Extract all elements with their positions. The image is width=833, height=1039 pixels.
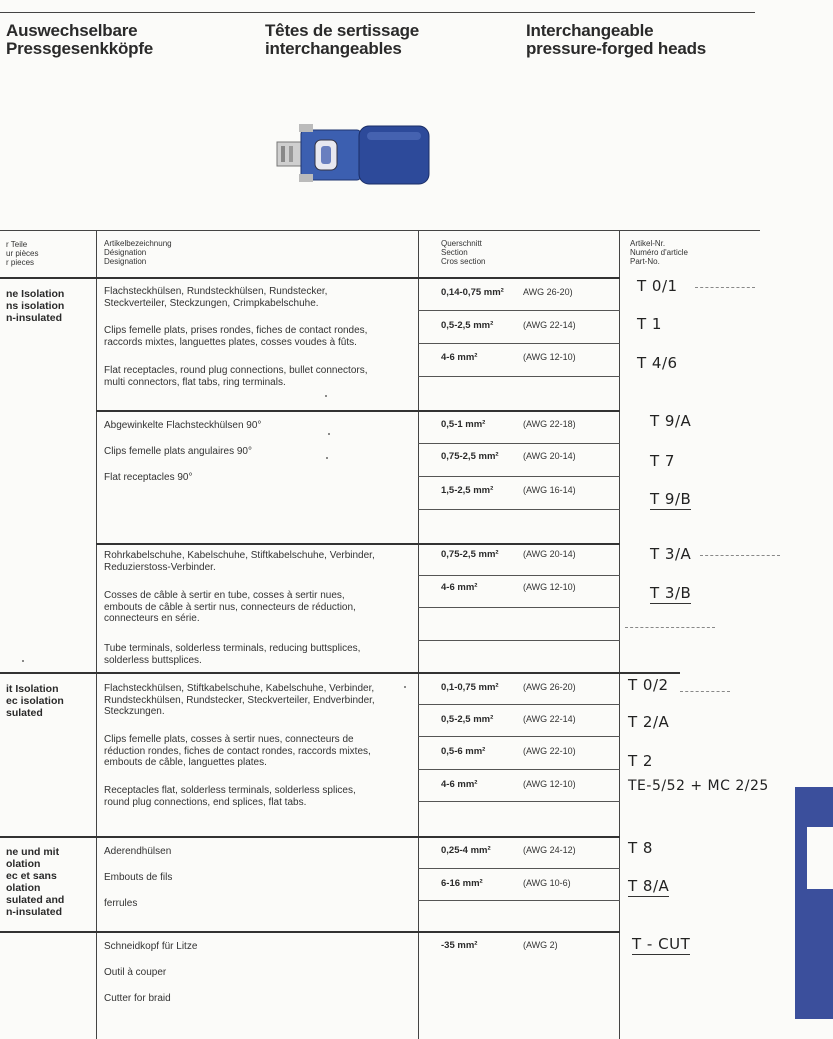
section-value: 4-6 mm² (441, 352, 478, 363)
awg-value: (AWG 22-14) (523, 320, 576, 330)
title-english (526, 22, 706, 58)
section-value: 6-16 mm² (441, 878, 483, 889)
designation-line: réduction rondes, fiches de contact rondes, raccords mixtes, (104, 745, 371, 757)
part-number: T 4/6 (637, 354, 678, 372)
section-value: 0,75-2,5 mm² (441, 549, 499, 560)
part-number: T 0/2 (628, 676, 669, 694)
part-number: T 2 (628, 752, 653, 770)
designation-line: Steckverteiler, Steckzungen, Crimpkabelschuhe. (104, 297, 319, 309)
awg-value: (AWG 22-10) (523, 746, 576, 756)
designation-de: Aderendhülsen (104, 846, 172, 857)
row-rule (418, 868, 620, 869)
designation-line: Clips femelle plats, cosses à sertir nues, connecteurs de (104, 734, 354, 745)
title-english-line-1: Interchangeable (526, 21, 654, 40)
row-rule (418, 769, 620, 770)
group-label-line: sulated and (6, 894, 65, 906)
group-label-line: n-insulated (6, 906, 63, 918)
part-number: T 9/B (650, 490, 692, 508)
designation-fr (104, 734, 371, 769)
group-label-insulated (6, 683, 64, 719)
designation-line: Steckzungen. (104, 706, 165, 717)
designation-en (104, 785, 356, 808)
part-number: TE-5/52 + MC 2/25 (628, 778, 769, 794)
group-label-line: n-insulated (6, 312, 63, 324)
designation-line: Reduzierstoss-Verbinder. (104, 561, 216, 573)
col-header-designation-2: Désignation (104, 248, 147, 257)
scan-speck (404, 686, 406, 688)
row-rule (418, 801, 620, 802)
col-header-group-3: r pieces (6, 258, 35, 267)
row-rule (418, 607, 620, 608)
awg-value: (AWG 12-10) (523, 582, 576, 592)
section-value: 0,14-0,75 mm² (441, 287, 504, 298)
designation-de: Schneidkopf für Litze (104, 941, 198, 952)
column-divider-part (619, 230, 620, 1039)
designation-fr: Embouts de fils (104, 872, 173, 883)
designation-line: raccords mixtes, languettes plates, cosses voudes à fûts. (104, 336, 357, 348)
group-label-line: ne Isolation (6, 288, 65, 300)
designation-fr (104, 590, 356, 625)
row-rule (418, 900, 620, 901)
awg-value: (AWG 22-18) (523, 419, 576, 429)
part-number: T 9/A (650, 412, 692, 430)
group-label-line: sulated (6, 707, 43, 719)
col-header-part-1: Artikel-Nr. (630, 239, 666, 248)
row-rule (418, 343, 620, 344)
designation-en (104, 643, 360, 666)
awg-value: (AWG 12-10) (523, 779, 576, 789)
crimp-head-image (275, 118, 435, 190)
designation-de: Abgewinkelte Flachsteckhülsen 90° (104, 420, 262, 431)
designation-line: Flat receptacles, round plug connections, bullet connectors, (104, 365, 368, 376)
designation-line: Rundsteckhülsen, Rundstecker, Steckverteiler, Endverbinder, (104, 694, 375, 706)
designation-fr: Outil à couper (104, 967, 167, 978)
group-label-line: ns isolation (6, 300, 65, 312)
col-header-group-2: ur pièces (6, 249, 39, 258)
part-number: T - CUT (632, 935, 691, 953)
dashed-mark (680, 691, 730, 692)
title-german-line-2: Pressgesenkköpfe (6, 39, 154, 58)
group-label-mixed (6, 846, 64, 918)
block-rule-4 (0, 672, 680, 674)
designation-de (104, 286, 327, 309)
designation-en: Flat receptacles 90° (104, 472, 193, 483)
title-french-line-2: interchangeables (265, 39, 402, 58)
scan-speck (22, 660, 24, 662)
col-header-designation-1: Artikelbezeichnung (104, 239, 172, 248)
designation-line: Flachsteckhülsen, Rundsteckhülsen, Rundstecker, (104, 286, 328, 297)
group-label-non-insulated (6, 288, 64, 324)
designation-fr (104, 325, 367, 348)
row-rule (418, 509, 620, 510)
designation-line: Flachsteckhülsen, Stiftkabelschuhe, Kabelschuhe, Verbinder, (104, 683, 375, 694)
section-value: 0,5-2,5 mm² (441, 320, 494, 331)
col-header-designation-3: Designation (104, 257, 147, 266)
part-number: T 7 (650, 452, 675, 470)
title-french (265, 22, 419, 58)
group-label-line: olation (6, 882, 41, 894)
designation-line: embouts de câble, languettes plates. (104, 757, 267, 768)
block-rule-2 (96, 410, 620, 412)
designation-line: Tube terminals, solderless terminals, reducing buttsplices, (104, 643, 361, 654)
group-label-line: olation (6, 858, 41, 870)
group-label-line: it Isolation (6, 683, 59, 695)
designation-en (104, 365, 368, 388)
designation-line: round plug connections, end splices, flat tabs. (104, 796, 307, 808)
part-number: T 8 (628, 839, 653, 857)
awg-value: (AWG 16-14) (523, 485, 576, 495)
part-number: T 8/A (628, 877, 670, 895)
awg-value: (AWG 12-10) (523, 352, 576, 362)
designation-de (104, 683, 375, 718)
section-value: 1,5-2,5 mm² (441, 485, 494, 496)
scan-speck (325, 395, 327, 397)
title-german-line-1: Auswechselbare (6, 21, 138, 40)
section-value: -35 mm² (441, 940, 478, 951)
designation-line: Clips femelle plats, prises rondes, fiches de contact rondes, (104, 325, 368, 336)
awg-value: (AWG 20-14) (523, 549, 576, 559)
col-header-group-1: r Teile (6, 240, 28, 249)
awg-value: (AWG 24-12) (523, 845, 576, 855)
designation-line: Rohrkabelschuhe, Kabelschuhe, Stiftkabelschuhe, Verbinder, (104, 550, 375, 561)
row-rule (418, 376, 620, 377)
title-german (6, 22, 153, 58)
designation-line: solderless buttsplices. (104, 654, 202, 666)
designation-line: Receptacles flat, solderless terminals, solderless splices, (104, 785, 356, 796)
designation-line: connecteurs en série. (104, 613, 200, 624)
row-rule (418, 443, 620, 444)
part-number: T 1 (637, 315, 662, 333)
col-header-designation (104, 239, 172, 266)
row-rule (418, 575, 620, 576)
section-value: 4-6 mm² (441, 582, 478, 593)
awg-value: AWG 26-20) (523, 287, 573, 297)
designation-de (104, 550, 375, 573)
header-rule (0, 230, 760, 231)
awg-value: (AWG 10-6) (523, 878, 571, 888)
designation-en: ferrules (104, 898, 138, 909)
awg-value: (AWG 22-14) (523, 714, 576, 724)
block-rule-1 (0, 277, 620, 279)
designation-line: Cosses de câble à sertir en tube, cosses à sertir nues, (104, 590, 345, 601)
group-label-line: ne und mit (6, 846, 60, 858)
part-number: T 3/B (650, 584, 692, 602)
block-rule-5 (0, 836, 620, 838)
blue-side-bar (795, 787, 833, 1019)
col-header-section-2: Section (441, 248, 468, 257)
row-rule (418, 736, 620, 737)
section-value: 0,1-0,75 mm² (441, 682, 499, 693)
col-header-section-1: Querschnitt (441, 239, 482, 248)
col-header-part (630, 239, 688, 266)
column-divider-section (418, 230, 419, 1039)
section-value: 0,5-6 mm² (441, 746, 486, 757)
designation-line: embouts de câble à sertir nus, connecteurs de réduction, (104, 601, 356, 613)
col-header-section (441, 239, 485, 266)
part-number: T 0/1 (637, 277, 678, 295)
section-value: 0,75-2,5 mm² (441, 451, 499, 462)
scan-speck (326, 457, 328, 459)
section-value: 0,5-2,5 mm² (441, 714, 494, 725)
dashed-mark (625, 627, 715, 628)
block-rule-3 (96, 543, 620, 545)
awg-value: (AWG 26-20) (523, 682, 576, 692)
col-header-part-3: Part-No. (630, 257, 660, 266)
part-number: T 2/A (628, 713, 670, 731)
section-value: 0,5-1 mm² (441, 419, 486, 430)
row-rule (418, 476, 620, 477)
col-header-group (6, 240, 38, 267)
awg-value: (AWG 2) (523, 940, 558, 950)
title-english-line-2: pressure-forged heads (526, 39, 707, 58)
group-label-line: ec et sans (6, 870, 57, 882)
row-rule (418, 310, 620, 311)
col-header-part-2: Numéro d'article (630, 248, 688, 257)
block-rule-6 (0, 931, 620, 933)
row-rule (418, 704, 620, 705)
part-number: T 3/A (650, 545, 692, 563)
dashed-mark (700, 555, 780, 556)
group-label-line: ec isolation (6, 695, 64, 707)
title-french-line-1: Têtes de sertissage (265, 21, 420, 40)
section-value: 0,25-4 mm² (441, 845, 491, 856)
designation-en: Cutter for braid (104, 993, 171, 1004)
top-rule (0, 12, 755, 13)
awg-value: (AWG 20-14) (523, 451, 576, 461)
designation-line: multi connectors, flat tabs, ring terminals. (104, 376, 286, 388)
row-rule (418, 640, 620, 641)
dashed-mark (695, 287, 755, 288)
scan-speck (328, 433, 330, 435)
col-header-section-3: Cros section (441, 257, 486, 266)
designation-fr: Clips femelle plats angulaires 90° (104, 446, 252, 457)
column-divider-designation (96, 230, 97, 1039)
section-value: 4-6 mm² (441, 779, 478, 790)
